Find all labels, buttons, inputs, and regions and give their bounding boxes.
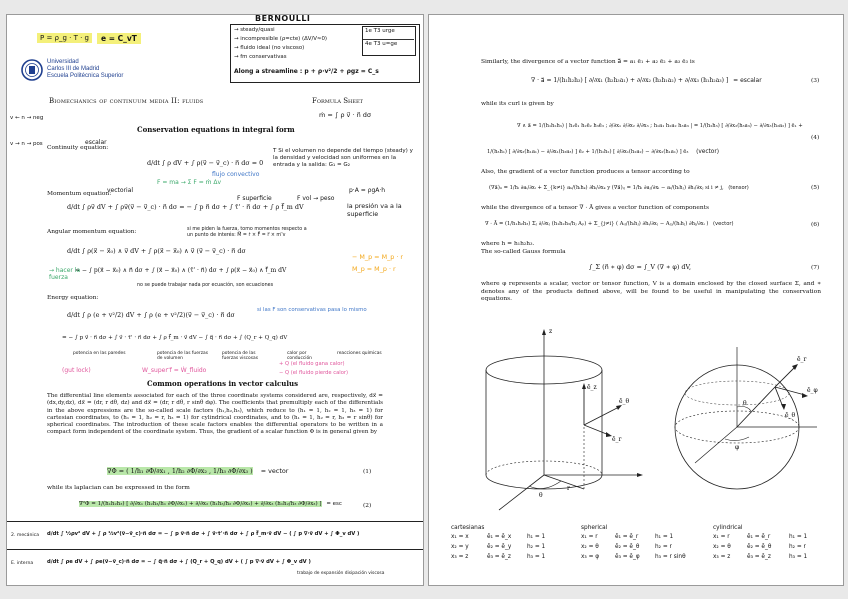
university-name	[47, 59, 123, 80]
energy-top-note: no se puede trabajar nada por ecuación, son ecuaciones	[137, 283, 274, 288]
moment-note-2: M_p = M_p · r	[352, 265, 396, 273]
equation-number: (1)	[363, 469, 372, 475]
divergence-tensor-formula	[485, 221, 734, 227]
pressure-area-note: p·A = ρgA·h	[349, 187, 386, 194]
gradient-vector-formula-text: (∇a⃗)ᵢᵢ = 1/hᵢ ∂aᵢ/∂xᵢ + Σ_{k≠i} aₖ/(hᵢhₖ) ∂hᵢ/∂xₖ y (∇a⃗)ᵢⱼ = 1/hᵢ ∂aⱼ/∂xᵢ − aᵢ/(hᵢhⱼ) ∂hᵢ/∂xⱼ si i ≠ j,	[489, 185, 724, 191]
energy-term-label: reacciones químicas	[337, 351, 382, 356]
table-cell: x₂ = θ	[713, 544, 731, 550]
continuity-equation: d/dt ∫ ρ dV + ∫ ρ(v⃗ − v⃗_c) · n⃗ dσ = 0	[147, 159, 264, 167]
cylindrical-table	[713, 525, 819, 560]
bernoulli-title: BERNOULLI	[255, 14, 311, 23]
energy-term-label: potencia en las paredes	[73, 351, 126, 356]
table-cell: x₁ = x	[451, 534, 469, 540]
mass-flow-note: ṁ = ∫ ρ v⃗ · n⃗ dσ	[319, 111, 372, 119]
table-cell: ē₃ = ē_φ	[615, 554, 640, 560]
continuity-label: Continuity equation:	[47, 145, 109, 151]
angular-equation-line1: d/dt ∫ ρ(x⃗ − x⃗₀) ∧ v⃗ dV + ∫ ρ(x⃗ − x⃗₀) ∧ v⃗ (v⃗ − v⃗_c) · n⃗ dσ	[67, 247, 246, 255]
curl-formula-line2	[487, 149, 719, 155]
divergence-tensor-note: (vector)	[713, 221, 734, 227]
energy-term-label: calor por conducción	[287, 351, 312, 361]
equation-number: (3)	[811, 78, 820, 84]
streamline-equation: Along a streamline : p + ρ·v²/2 + ρgz = C_s	[234, 68, 379, 75]
gauss-explanation: where φ represents a scalar, vector or tensor function, V is a domain enclosed by the closed surface Σ, and ∗ denotes any of the products defined above, will be found to be useful in manipulating the conservation equations.	[481, 281, 821, 303]
pink-note-loss: − Q (el fluido pierde calor)	[279, 370, 349, 376]
table-cell: x₂ = θ	[581, 544, 599, 550]
gradient-formula	[107, 467, 288, 475]
vector-heading: Common operations in vector calculus	[147, 379, 299, 388]
internal-energy-note: e = C_vT	[97, 33, 141, 44]
table-cell: h₃ = r sinθ	[655, 554, 686, 560]
pressure-note: la presión va a la superficie	[347, 202, 402, 218]
internal-energy-equation: d/dt ∫ ρe dV + ∫ ρe(v⃗−v⃗_c)·n⃗ dσ = − ∫ q⃗·n⃗ dσ + ∫ (Q_r + Q_q) dV + ( ∫ p ∇·v⃗ dV + ∫ Φ_v dV )	[47, 559, 311, 565]
gradient-note: = vector	[260, 467, 289, 475]
table-cell: ē₂ = ē_θ	[747, 544, 772, 550]
formula-sheet-label: Formula Sheet	[312, 97, 364, 105]
mechanical-energy-equation: d/dt ∫ ½ρv² dV + ∫ ρ ½v²(v⃗−v⃗_c)·n⃗ dσ = − ∫ p v⃗·n⃗ dσ + ∫ v⃗·τ̄'·n⃗ dσ + ∫ ρ f⃗_m·v⃗ dV − ( ∫ p ∇·v⃗ dV + ∫ Φ_v dV )	[47, 531, 360, 537]
moments-note: si me piden la fuerza, tomo momentos respecto a un punto de interés: M⃗ = ṙ × F⃗ = r⃗ × m ⃗v	[187, 227, 307, 238]
university-line: Carlos III de Madrid	[47, 66, 100, 72]
table-cell: x₃ = z	[713, 554, 731, 560]
spherical-table	[581, 525, 695, 560]
cartesian-table	[451, 525, 557, 560]
curl-note: (vector)	[696, 149, 720, 155]
cyl-theta-label: θ	[539, 492, 543, 499]
pink-note-left: (gut lock)	[62, 367, 91, 374]
spherical-diagram	[655, 345, 825, 515]
divergence-tensor-formula-text: ∇ · Ā = (1/h₁h₂h₃) Σⱼ ∂/∂xⱼ (h₁h₂h₃/hⱼ Aⱼᵢ) + Σ_{j≠i} ( Aᵢⱼ/(hᵢhⱼ) ∂hᵢ/∂xⱼ − Aⱼⱼ/(hᵢhⱼ) ∂hⱼ/∂xᵢ )	[485, 221, 709, 227]
cyl-z-label: z	[549, 328, 553, 335]
vectorial-note: vectorial	[107, 187, 134, 194]
spherical-title: spherical	[581, 525, 608, 531]
momentum-equation: d/dt ∫ ρv⃗ dV + ∫ ρv⃗(v⃗ − v⃗_c) · n⃗ dσ = − ∫ p n⃗ dσ + ∫ τ̄' · n⃗ dσ + ∫ ρ f⃗_m dV	[67, 203, 304, 211]
energy-equation-line2: = − ∫ p v⃗ · n⃗ dσ + ∫ v⃗ · τ̄' · n⃗ dσ + ∫ ρ f⃗_m · v⃗ dV − ∫ q⃗ · n⃗ dσ + ∫ (Q_r + Q_q) dV	[62, 335, 288, 341]
table-cell: ē₁ = ē_r	[747, 534, 771, 540]
table-cell: ē₁ = ē_r	[615, 534, 639, 540]
surface-force-note: F superficie	[237, 195, 272, 202]
where-text: where h = h₁h₂h₃.	[481, 241, 535, 247]
table-cell: h₁ = 1	[655, 534, 674, 540]
pink-note-gain: + Q (el fluido gana calor)	[279, 361, 345, 367]
make-force-note: → hacer la fuerza	[49, 267, 81, 281]
conservative-forces-note: si las F son conservativas pasa lo mismo	[257, 307, 367, 313]
equation-number: (4)	[811, 135, 820, 141]
table-cell: ē₁ = ē_x	[487, 534, 512, 540]
sph-phi-label: φ	[735, 444, 740, 451]
sidebox-line: 4e T3 u=ge	[365, 41, 398, 47]
table-cell: h₃ = 1	[527, 554, 546, 560]
force-note: F = ma → Σ F = ṁ Δv	[157, 179, 222, 186]
cylindrical-diagram	[469, 315, 659, 515]
angular-equation-line2: = − ∫ p(x⃗ − x⃗₀) ∧ n⃗ dσ + ∫ (x⃗ − x⃗₀) ∧ (τ̄' · n⃗) dσ + ∫ ρ(x⃗ − x⃗₀) ∧ f⃗_m dV	[75, 267, 287, 274]
divergence-tensor-text: while the divergence of a tensor ∇ · Ā gives a vector function of components	[481, 205, 710, 211]
table-cell: h₂ = r	[789, 544, 806, 550]
divergence-formula	[531, 77, 762, 84]
cyl-er-label: ē_r	[612, 436, 622, 443]
table-cell: ē₂ = ē_y	[487, 544, 512, 550]
sidebox-line: 1e T3 urge	[365, 28, 395, 34]
curl-text: while its curl is given by	[481, 101, 554, 107]
divergence-text: Similarly, the divergence of a vector function a⃗ = a₁ ē₁ + a₂ ē₂ + a₃ ē₃ is	[481, 59, 695, 65]
volume-force-note: F vol → peso	[297, 195, 335, 202]
left-page	[6, 14, 424, 586]
moment-note-1: − M_p = M_p · r	[352, 253, 404, 261]
sph-eth-label: ē_θ	[785, 412, 796, 419]
table-cell: h₁ = 1	[789, 534, 808, 540]
gauss-formula: ∫_Σ (n⃗ ∗ φ) dσ = ∫_V (∇ ∗ φ) dV,	[589, 263, 692, 271]
angular-label: Angular momentum equation:	[47, 229, 137, 235]
page-title: Biomechanics of continuum media II: fluids	[49, 97, 204, 105]
pink-note-mid: W_super ⃗f = Ẇ_fluido	[142, 367, 207, 374]
gradient-vector-formula	[489, 185, 749, 191]
steady-annotation: T Si el volumen no depende del tiempo (steady) y la densidad y velocidad son uniformes en la entrada y la salida: G₁ = G₂	[273, 148, 413, 168]
table-cell: x₂ = y	[451, 544, 469, 550]
convective-flux-note: flujo convectivo	[212, 171, 260, 178]
right-page	[428, 14, 844, 586]
table-cell: ē₃ = ē_z	[747, 554, 771, 560]
curl-formula-line2-text: 1/(h₃h₁) [ ∂/∂x₃(h₁a₁) − ∂/∂x₁(h₃a₃) ] ē₂ + 1/(h₁h₂) [ ∂/∂x₁(h₂a₂) − ∂/∂x₂(h₁a₁) ] ē₃	[487, 149, 689, 155]
equation-number: (6)	[811, 222, 820, 228]
bernoulli-item: → steady/quasi	[234, 27, 275, 33]
internal-energy-label: E. interna	[11, 561, 34, 566]
divergence-note: = escalar	[733, 77, 762, 84]
table-cell: h₃ = 1	[789, 554, 808, 560]
gradient-formula-text: ∇Φ = ( 1/h₁ ∂Φ/∂x₁ , 1/h₂ ∂Φ/∂x₂ , 1/h₃ ∂Φ/∂x₃ )	[107, 467, 253, 475]
table-cell: h₂ = 1	[527, 544, 546, 550]
energy-equation-line1: d/dt ∫ ρ (e + v²/2) dV + ∫ ρ (e + v²/2)(v⃗ − v⃗_c) · n⃗ dσ	[67, 311, 235, 319]
table-cell: x₁ = r	[581, 534, 598, 540]
bernoulli-item: → fluido ideal (no viscoso)	[234, 45, 305, 51]
table-cell: x₃ = φ	[581, 554, 600, 560]
normal-positive-note: v → n → pos	[10, 141, 43, 147]
divergence-formula-text: ∇ · a⃗ = 1/(h₁h₂h₃) [ ∂/∂x₁ (h₂h₃a₁) + ∂/∂x₂ (h₃h₁a₂) + ∂/∂x₃ (h₁h₂a₃) ]	[531, 77, 729, 84]
gauss-text: The so-called Gauss formula	[481, 249, 566, 255]
laplacian-text: while its laplacian can be expressed in the form	[47, 485, 190, 491]
conservation-heading: Conservation equations in integral form	[137, 125, 295, 134]
laplacian-note: = esc	[326, 501, 342, 507]
sph-er-label: ē_r	[797, 356, 807, 363]
mechanical-label: 2. mecánica	[11, 533, 40, 538]
internal-energy-under: trabajo de expansión disipación viscosa	[297, 571, 385, 576]
cylindrical-title: cylindrical	[713, 525, 743, 531]
cyl-eth-label: ē_θ	[619, 398, 630, 405]
energy-term-label: potencia de las fuerzas de volumen	[157, 351, 208, 361]
table-cell: x₁ = r	[713, 534, 730, 540]
cartesian-title: cartesianas	[451, 525, 485, 531]
gradient-vector-note: (tensor)	[728, 185, 749, 191]
normal-negative-note: v ← n → neg	[10, 115, 44, 121]
bernoulli-item: → fm conservativas	[234, 54, 287, 60]
energy-term-label: potencia de las fuerzas viscosas	[222, 351, 258, 361]
curl-formula-line1: ∇ ∧ a⃗ = 1/(h₁h₂h₃) | h₁ē₁ h₂ē₂ h₃ē₃ ; ∂/∂x₁ ∂/∂x₂ ∂/∂x₃ ; h₁a₁ h₂a₂ h₃a₃ | = 1/(h₂h₃) [ ∂/∂x₂(h₃a₃) − ∂/∂x₃(h₂a₂) ] ē₁ +	[517, 123, 803, 129]
scale-factor-paragraph: The differential line elements associated for each of the three coordinate systems considered are, respectively, dx⃗ = (dx,dy,dz), dx⃗ = (dr, r dθ, dz) and dx⃗ = (dr, r dθ, r sinθ dφ). The coefficients that premultiply each of the differentials in the above expressions are the so-called scale factors (h₁,h₂,h₃), which reduce to (h₁ = 1, h₂ = 1, h₃ = 1) for cartesian coordinates, to (h₁ = 1, h₂ = r, h₃ = 1) for cylindrical coordinates, and to (h₁ = 1, h₂ = r, h₃ = r sinθ) for spherical coordinates. The introduction of these scale factors enables the differential operators to be written in a compact form independent of the coordinate system. Thus, the gradient of a scalar function Φ is in general given by	[47, 393, 383, 436]
university-logo	[21, 59, 43, 81]
state-equation-note: P = ρ_g · T · g	[37, 33, 92, 43]
bernoulli-item: → incompresible (ρ=cte) (ΔV/V≈0)	[234, 36, 328, 42]
cyl-ez-label: ē_z	[587, 384, 597, 391]
equation-number: (2)	[363, 503, 372, 509]
laplacian-formula	[79, 501, 342, 507]
energy-label: Energy equation:	[47, 295, 99, 301]
equation-number: (5)	[811, 185, 820, 191]
escalar-note: escalar	[85, 139, 107, 146]
table-cell: ē₂ = ē_θ	[615, 544, 640, 550]
sph-ephi-label: ē_φ	[807, 387, 818, 394]
table-cell: h₁ = 1	[527, 534, 546, 540]
momentum-label: Momentum equation:	[47, 191, 112, 197]
table-cell: x₃ = z	[451, 554, 469, 560]
laplacian-formula-text: ∇²Φ = 1/(h₁h₂h₃) [ ∂/∂x₁ (h₂h₃/h₁ ∂Φ/∂x₁) + ∂/∂x₂ (h₁h₃/h₂ ∂Φ/∂x₂) + ∂/∂x₃ (h₁h₂/h₃ ∂Φ/∂x₃) ]	[79, 501, 322, 507]
sph-theta-label: θ	[743, 400, 747, 407]
university-line: Universidad	[47, 59, 79, 65]
bernoulli-conditions	[234, 26, 354, 62]
cyl-r-label: r	[567, 485, 570, 492]
university-line: Escuela Politécnica Superior	[47, 73, 124, 79]
table-cell: h₂ = r	[655, 544, 672, 550]
gradient-vector-text: Also, the gradient of a vector function produces a tensor according to	[481, 169, 690, 175]
equation-number: (7)	[811, 265, 820, 271]
table-cell: ē₃ = ē_z	[487, 554, 511, 560]
